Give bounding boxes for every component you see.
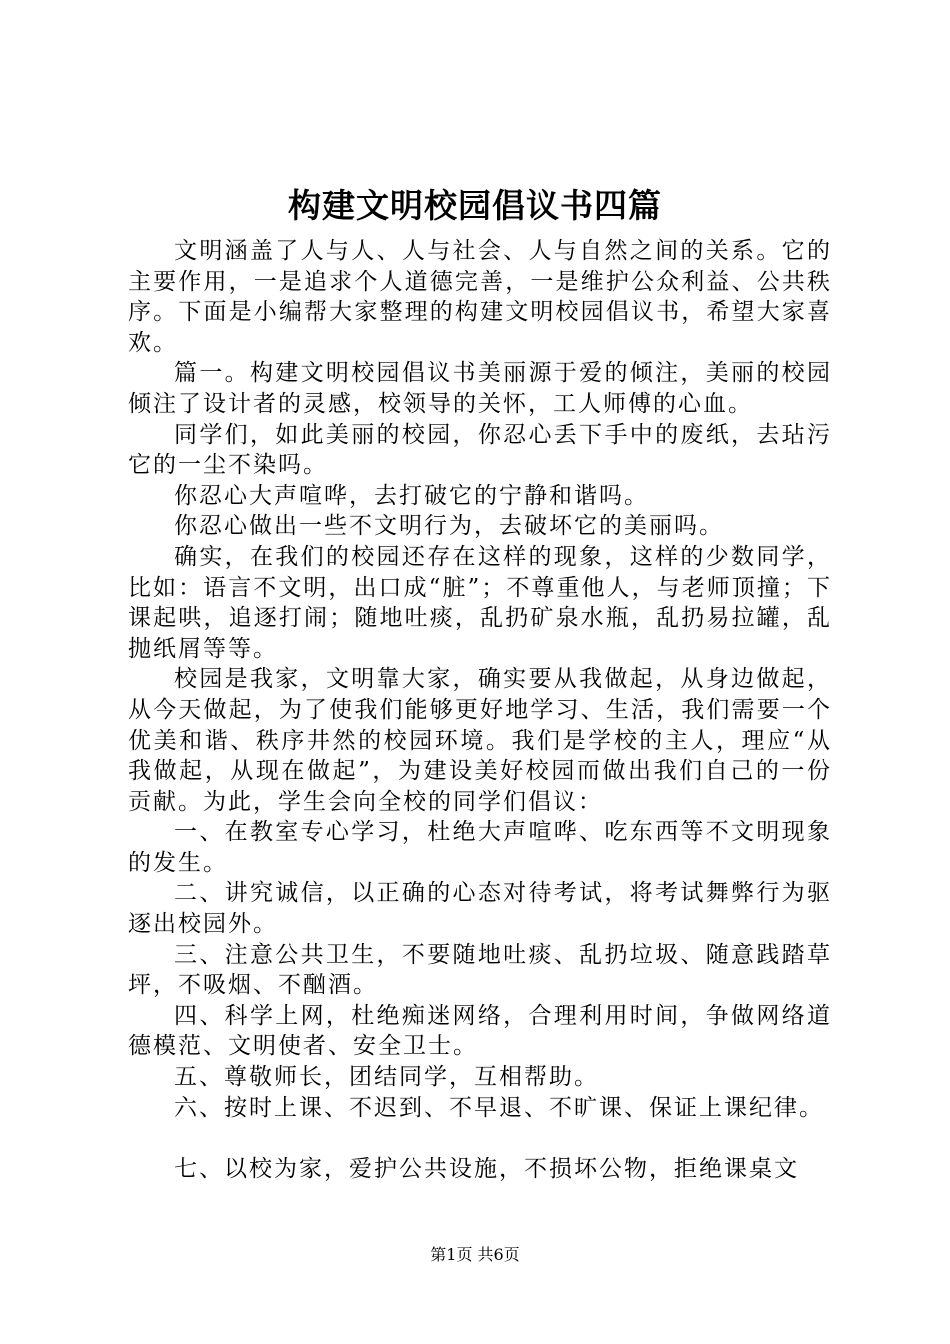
paragraph: 你忍心做出一些不文明行为，去破坏它的美丽吗。	[174, 513, 724, 540]
paragraph-part-one: 篇一。构建文明校园倡议书美丽源于爱的倾注，美丽的校园倾注了设计者的灵感，校领导的关怀，工人师傅的心血。	[128, 360, 832, 417]
proposal-item-4: 四、科学上网，杜绝痴迷网络，合理利用时间，争做网络道德模范、文明使者、安全卫士。	[128, 1002, 832, 1060]
proposal-item-7: 七、以校为家，爱护公共设施，不损坏公物，拒绝课桌文	[174, 1155, 799, 1182]
paragraph-intro: 文明涵盖了人与人、人与社会、人与自然之间的关系。它的主要作用，一是追求个人道德完善，一是维护公众利益、公共秩序。下面是小编帮大家整理的构建文明校园倡议书，希望大家喜欢。	[128, 238, 832, 356]
document-body	[128, 236, 832, 1184]
proposal-item-1: 一、在教室专心学习，杜绝大声喧哗、吃东西等不文明现象的发生。	[128, 819, 832, 876]
paragraph: 你忍心大声喧哗，去打破它的宁静和谐吗。	[174, 482, 649, 509]
proposal-item-5: 五、尊敬师长，团结同学，互相帮助。	[174, 1064, 599, 1091]
page-number-footer: 第1页 共6页	[430, 1245, 520, 1264]
paragraph: 确实，在我们的校园还存在这样的现象，这样的少数同学，比如：语言不文明，出口成“脏”；不尊重他人，与老师顶撞；下课起哄，追逐打闹；随地吐痰，乱扔矿泉水瓶，乱扔易拉罐，乱抛纸屑等等。	[128, 543, 832, 662]
proposal-item-2: 二、讲究诚信，以正确的心态对待考试，将考试舞弊行为驱逐出校园外。	[128, 880, 832, 938]
document-title: 构建文明校园倡议书四篇	[288, 186, 662, 225]
paragraph: 校园是我家，文明靠大家，确实要从我做起，从身边做起，从今天做起，为了使我们能够更好地学习、生活，我们需要一个优美和谐、秩序井然的校园环境。我们是学校的主人，理应“从我做起，从现在做起”，为建设美好校园而做出我们自己的一份贡献。为此，学生会向全校的同学们倡议：	[128, 666, 832, 815]
proposal-item-3: 三、注意公共卫生，不要随地吐痰、乱扔垃圾、随意践踏草坪，不吸烟、不酗酒。	[128, 941, 832, 999]
proposal-item-6: 六、按时上课、不迟到、不早退、不旷课、保证上课纪律。	[174, 1094, 824, 1121]
paragraph: 同学们，如此美丽的校园，你忍心丢下手中的废纸，去玷污它的一尘不染吗。	[128, 421, 832, 479]
